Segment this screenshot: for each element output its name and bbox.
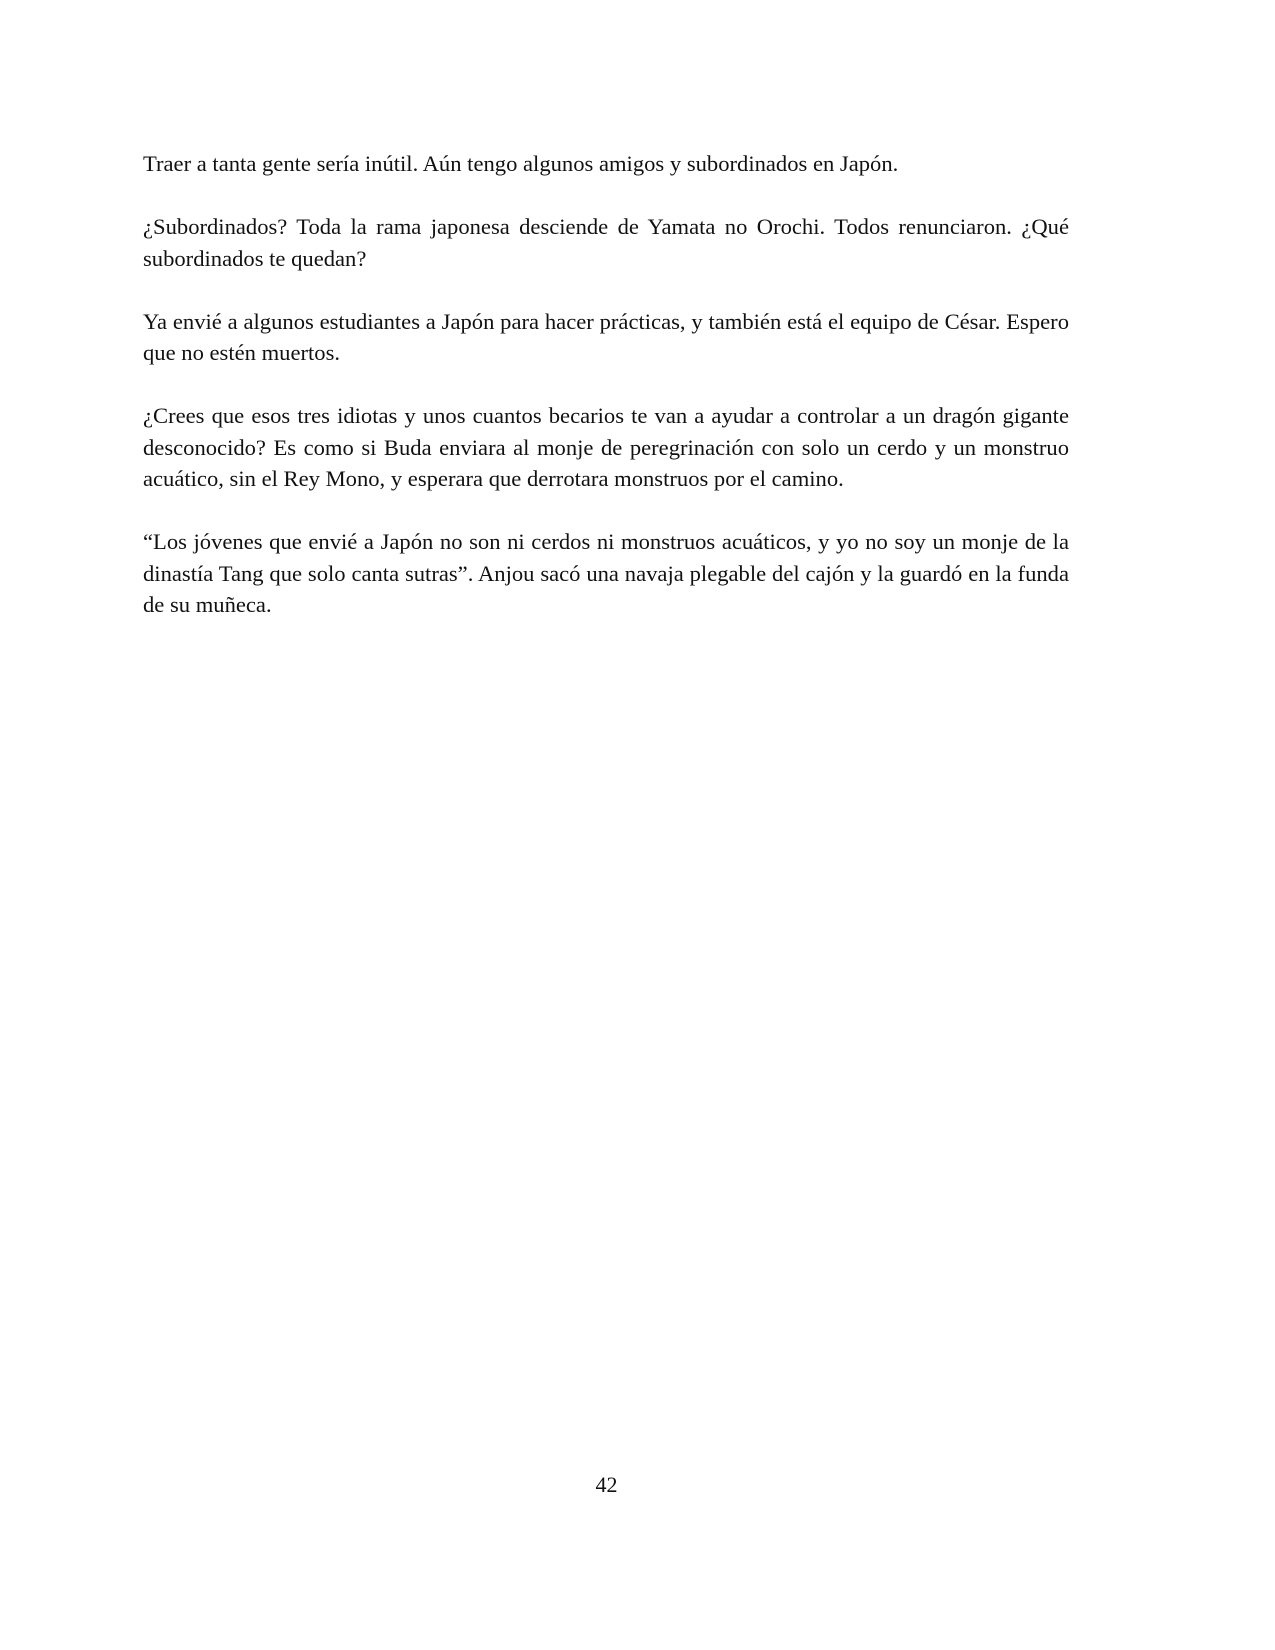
paragraph-5: “Los jóvenes que envié a Japón no son ni cerdos ni monstruos acuáticos, y yo no soy un monje de la dinastía Tang que solo canta sutras”. Anjou sacó una navaja plegable del cajón y la guardó en la funda de su muñeca. bbox=[143, 529, 1069, 617]
paragraph-4: ¿Crees que esos tres idiotas y unos cuantos becarios te van a ayudar a controlar a un dragón gigante desconocido? Es como si Buda enviara al monje de peregrinación con solo un cerdo y un monstruo acuático, sin el Rey Mono, y esperara que derrotara monstruos por el camino. bbox=[143, 403, 1069, 491]
paragraph-3: Ya envié a algunos estudiantes a Japón para hacer prácticas, y también está el equipo de César. Espero que no estén muertos. bbox=[143, 308, 1069, 365]
body-text bbox=[143, 148, 1069, 652]
page-number: 42 bbox=[595, 1472, 618, 1497]
paragraph-2: ¿Subordinados? Toda la rama japonesa desciende de Yamata no Orochi. Todos renunciaron. ¿Qué subordinados te quedan? bbox=[143, 214, 1069, 271]
paragraph-1: Traer a tanta gente sería inútil. Aún tengo algunos amigos y subordinados en Japón. bbox=[143, 151, 899, 176]
